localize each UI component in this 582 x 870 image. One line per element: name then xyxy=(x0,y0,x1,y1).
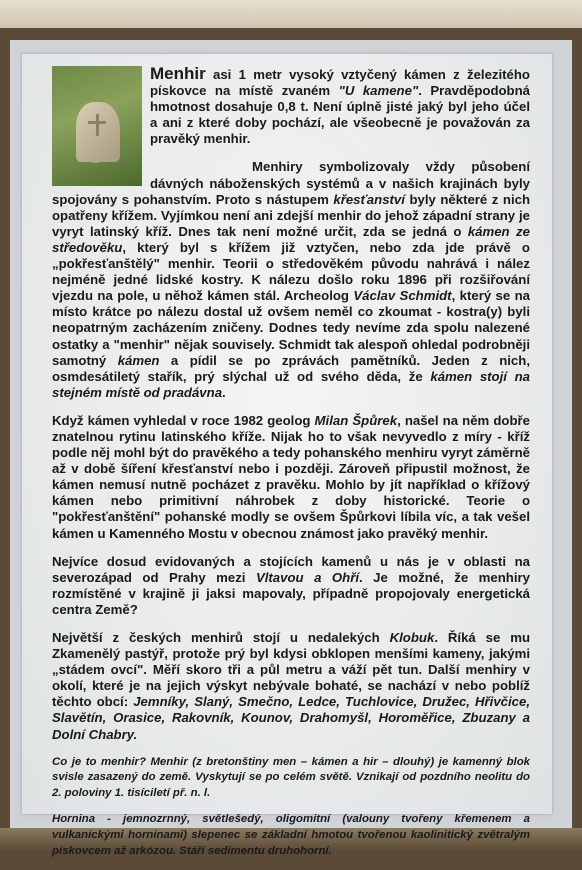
page-title: Menhir xyxy=(150,64,206,83)
p2-em-j: kámen stojí na stejném místě od pradávna xyxy=(52,368,530,400)
paragraph-symbolism xyxy=(52,159,530,400)
p2-text-a: Menhiry symbolizovaly vždy působení dávných náboženských systémů a v našich krajinách byly spojovány s pohanstvím. Proto s nástupem xyxy=(52,159,530,207)
paragraph-largest xyxy=(52,630,530,743)
intro-tail: . Pravděpodobná hmotnost dosahuje 0,8 t. Není úplně jisté jaký byl jeho účel a ani z které doby pochází, ale všeobecně je považován za pravěký menhir. xyxy=(150,83,530,147)
p2-em-d: kámen ze středověku xyxy=(52,223,530,255)
p3-text-a: Když kámen vyhledal v roce 1982 geolog xyxy=(52,412,315,428)
p3-text-c: , našel na něm dobře znatelnou rytinu latinského kříže. Nijak ho to však nevyvedlo z míry - kříž podle něj mohl být do pravěkého a tedy pohanského menhiru vyryt záměrně až v době šíření křesťanství nebo i později. Zároveň připustil možnost, že kámen nemusí nutně pocházet z pravěku. Mohlo by jít například o křížový kámen nebo primitivní náhrobek z doby historické. Teorie o "pokřesťanštění" pohanské modly se ovšem Špůrkovi líbila víc, a tak vešel kámen u Kamenného Mostu v obecnou známost jako pravěký menhir. xyxy=(52,412,530,541)
p2-text-c: byly některé z nich opatřeny křížem. Vyjímkou není ani zdejší menhir do jehož západní strany je vyryt latinský kříž. Dnes tak není možné určit, zda se jedná o xyxy=(52,191,530,239)
p3-em-b: Milan Špůrek xyxy=(314,412,398,428)
note-rock: Hornina - jemnozrnný, světlešedý, oligomitní (valouny tvořeny křemenem a vulkanickými horninami) slepenec se základní hmotou tvořenou kaolinitický zvětralým pískovcem až arkózou. Stáří sedimentu druhohorní. xyxy=(52,813,530,857)
info-text xyxy=(52,66,530,870)
p4-text-c: . Je možné, že menhiry rozmístěné v krajině ji jaksi mapovaly, případně propojovaly energetická centra Země? xyxy=(52,569,530,617)
p2-em-h: kámen xyxy=(117,352,160,368)
info-sheet xyxy=(22,54,552,857)
p2-text-e: , který byl s křížem již vztyčen, nebo zda jde právě o „pokřesťanštělý" menhir. Teorii o středověkém původu nahrává i nález nejméně jedné lidské kostry. K nálezu došlo roku 1896 při rozšiřování vjezdu na pole, u něhož kámen stál. Archeolog xyxy=(52,239,530,304)
p5-em-d: Jemníky, Slaný, Smečno, Ledce, Tuchlovice, Družec, Hřivčice, Slavětín, Orasice, Rakovník, Kounov, Drahomyšl, Horoměřice, Zbuzany a Dolní Chabry. xyxy=(52,694,530,742)
p4-text-a: Nejvíce dosud evidovaných a stojících kamenů u nás je v oblasti na severozápad od Prahy mezi xyxy=(52,553,530,585)
note-definition: Co je to menhir? Menhir (z bretonštiny men – kámen a hir – dlouhý) je kamenný blok svisle zasazený do země. Vyskytují se po celém světě. Vznikají od pozdního neolitu do 2. poloviny 1. tisíciletí př. n. l. xyxy=(52,755,530,799)
p2-text-k: . xyxy=(222,384,226,400)
paragraph-geolog xyxy=(52,413,530,542)
p5-text-a: Největší z českých menhirů stojí u nedalekých xyxy=(52,630,390,645)
cross-icon xyxy=(96,114,99,136)
intro-text: asi 1 metr vysoký vztyčený kámen z železitého pískovce na místě zvaném xyxy=(150,67,530,99)
p5-text-c: . Říká se mu Zkamenělý pastýř, protože prý byl kdysi obklopen menšími kameny, jakými „stádem ovcí". Měří skoro tři a půl metru a váží pět tun. Další menhiry v okolí, které je na jejich výskyt nebývale bohaté, se nachází v nebo poblíž těchto obcí: xyxy=(52,630,531,710)
p5-em-b: Klobuk xyxy=(389,630,435,645)
p2-em-f: Václav Schmidt xyxy=(353,288,452,304)
p2-text-i: a pídil se po zprávách pamětníků. Jeden z nich, osmdesátiletý stařík, prý slýchal už od svého děda, že xyxy=(52,352,530,384)
paragraph-distribution xyxy=(52,554,530,618)
cross-icon-bar xyxy=(88,121,106,124)
board-frame-top xyxy=(0,0,582,28)
p2-em-b: křesťanství xyxy=(333,191,405,207)
menhir-photo xyxy=(52,66,142,186)
p4-em-b: Vltavou a Ohří xyxy=(255,569,360,585)
intro-place: "U kamene" xyxy=(338,83,419,99)
p2-text-g: , který se na místo krátce po nálezu dostal už ovšem neměl co zkoumat - kostra(y) byli neopatrným zacházením zničeny. Dodnes tedy nevíme zda spolu nalezené ostatky a "menhir" nějak souvisely. Schmidt tak alespoň ohledal podrobněji samotný xyxy=(52,288,530,368)
